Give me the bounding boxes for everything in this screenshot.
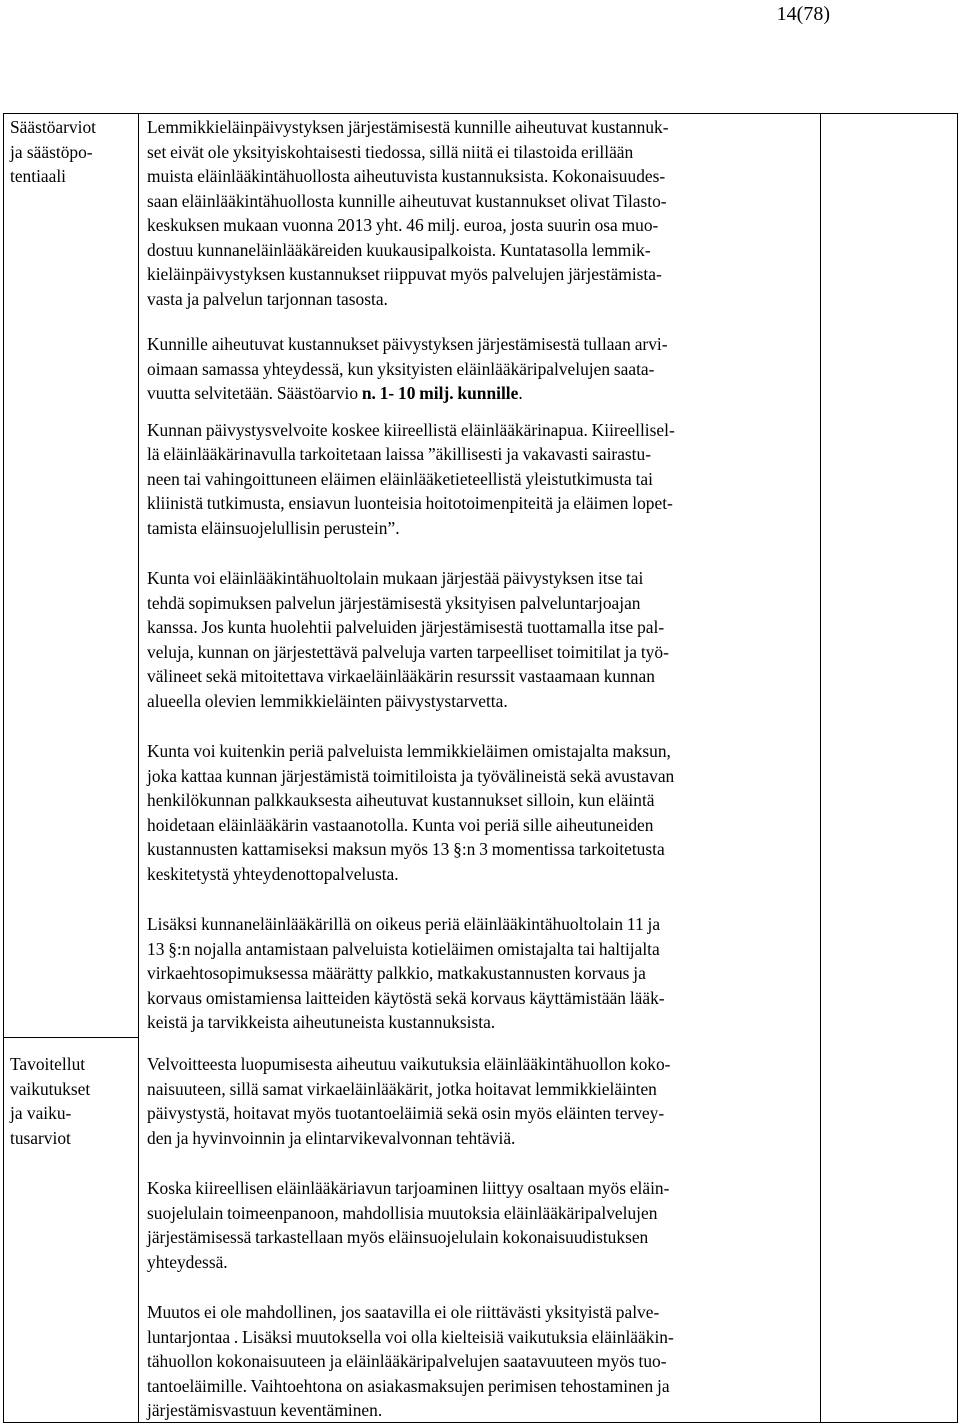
section-label-impacts: Tavoitellut vaikutukset ja vaiku- tusarviot xyxy=(10,1054,91,1148)
paragraph-fees: Kunta voi kuitenkin periä palveluista lemmikkieläimen omistajalta maksun, joka kattaa kunnan järjestämistä toimitiloista ja työvälineistä sekä avustavan henkilökunnan palkkauksesta aiheutuvat kustannukset silloin, kun eläintä hoidetaan eläinlääkärin vastaanotolla. Kunta voi periä sille aiheutuneiden kustannusten kattamiseksi maksun myös 13 §:n 3 momentissa tarkoitetusta keskitetystä yhteydenottopalvelusta. xyxy=(147,741,675,884)
column-divider-right xyxy=(820,114,821,1422)
savings-estimate-amount: n. 1- 10 milj. kunnille xyxy=(361,383,519,403)
paragraph-impacts-overall: Velvoitteesta luopumisesta aiheutuu vaikutuksia eläinlääkintähuollon koko- naisuuteen, sillä samat virkaeläinlääkärit, jotka hoitavat lemmikkieläinten päivystystä, hoitavat myös tuotantoeläimiä sekä osin myös eläinten tervey- den ja hyvinvoinnin ja elintarvikevalvonnan tehtäviä. xyxy=(147,1054,671,1148)
savings-estimate-end: . xyxy=(518,383,523,403)
row-divider xyxy=(4,1037,139,1038)
impacts-body xyxy=(147,1052,807,1423)
savings-body xyxy=(147,115,807,1035)
paragraph-alternative: Muutos ei ole mahdollinen, jos saatavilla ei ole riittävästi yksityistä palve- luntarjontaa . Lisäksi muutoksella voi olla kielteisiä vaikutuksia eläinlääkin- tähuollon kokonaisuuteen ja eläinlääkäripalvelujen saatavuuteen myös tuo- tantoeläimille. Vaihtoehtona on asiakasmaksujen perimisen tehostaminen ja järjestämisvastuun keventäminen. xyxy=(147,1302,674,1420)
savings-estimate-text: Kunnille aiheutuvat kustannukset päivystyksen järjestämisestä tullaan arvi- oimaan samassa yhteydessä, kun yksityisten eläinlääkäripalvelujen saata- vuutta selvitetään. Säästöarvio xyxy=(147,334,668,403)
paragraph-cost-background: Lemmikkieläinpäivystyksen järjestämisestä kunnille aiheutuvat kustannuk- set eivät ole yksityiskohtaisesti tiedossa, sillä niitä ei tilastoida erillään muista eläinlääkintähuollosta aiheutuvista kustannuksista. Kokonaisuudes- saan eläinlääkintähuollosta kunnille aiheutuvat kustannukset olivat Tilasto- keskuksen mukaan vuonna 2013 yht. 46 milj. euroa, josta suurin osa muo- dostuu kunnaneläinlääkäreiden kuukausipalkoista. Kuntatasolla lemmik- kieläinpäivystyksen kustannukset riippuvat myös palvelujen järjestämista- vasta ja palvelun tarjonnan tasosta. xyxy=(147,117,669,309)
paragraph-animal-welfare-link: Koska kiireellisen eläinlääkäriavun tarjoaminen liittyy osaltaan myös eläin- suojelulain toimeenpanoon, mahdollisia muutoksia eläinlääkäripalvelujen järjestämisessä tarkastellaan myös eläinsuojelulain kokonaisuudistuksen yhteydessä. xyxy=(147,1178,670,1272)
section-label-savings: Säästöarviot ja säästöpo- tentiaali xyxy=(10,117,96,186)
paragraph-vet-compensation: Lisäksi kunnaneläinlääkärillä on oikeus periä eläinlääkintähuoltolain 11 ja 13 §:n nojalla antamistaan palveluista kotieläimen omistajalta tai haltijalta virkaehtosopimuksessa määrätty palkkio, matkakustannusten korvaus ja korvaus omistamiensa laitteiden käytöstä sekä korvaus käyttämistään lääk- keistä ja tarvikkeista aiheutuneista kustannuksista. xyxy=(147,914,665,1032)
column-divider-left xyxy=(138,114,139,1422)
page-number: 14(78) xyxy=(776,3,830,25)
paragraph-savings-estimate xyxy=(147,332,807,406)
paragraph-urgent-care-definition: Kunnan päivystysvelvoite koskee kiireellistä eläinlääkärinapua. Kiireellisel- lä eläinlääkärinavulla tarkoitetaan laissa ”äkillisesti ja vakavasti sairastu- neen tai vahingoittuneen eläimen eläinlääketieteellistä yleistutkimusta tai kliinistä tutkimusta, ensiavun luonteisia hoitotoimenpiteitä ja eläimen lopet- tamista eläinsuojelullisin perustein”. xyxy=(147,419,675,538)
paragraph-organizing-options: Kunta voi eläinlääkintähuoltolain mukaan järjestää päivystyksen itse tai tehdä sopimuksen palvelun järjestämisestä yksityisen palveluntarjoajan kanssa. Jos kunta huolehtii palveluiden järjestämisestä tuottamalla itse pal- veluja, kunnan on järjestettävä palveluja varten tarpeelliset toimitilat ja työ- välineet sekä mitoitettava virkaeläinlääkärin resurssit vastaamaan kunnan alueella olevien lemmikkieläinten päivystystarvetta. xyxy=(147,568,669,711)
